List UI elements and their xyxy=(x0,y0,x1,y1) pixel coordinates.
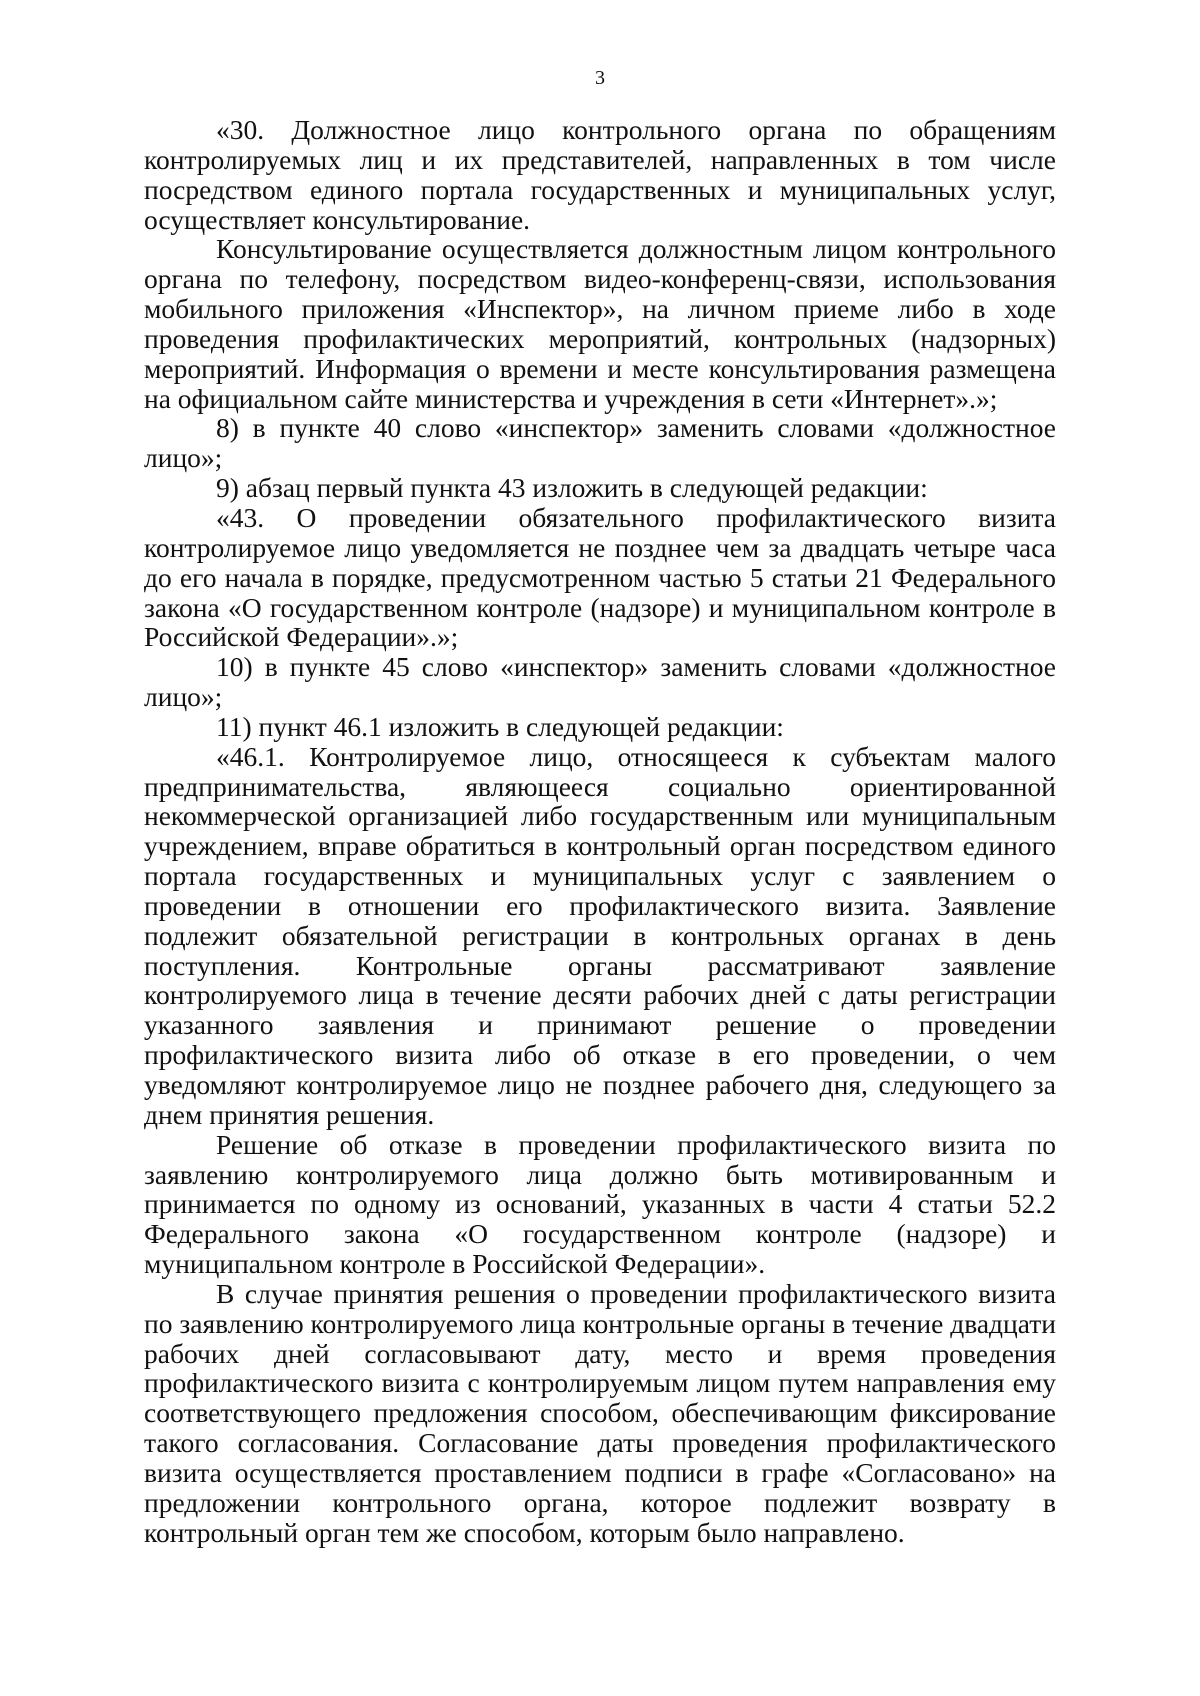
paragraph-amendment-10: 10) в пункте 45 слово «инспектор» заменить словами «должностное лицо»; xyxy=(144,651,1056,713)
page-number: 3 xyxy=(595,67,605,89)
paragraph-amendment-9: 9) абзац первый пункта 43 изложить в следующей редакции: xyxy=(216,472,928,504)
paragraph-amendment-11: 11) пункт 46.1 изложить в следующей редакции: xyxy=(216,710,784,742)
document-body xyxy=(144,115,1056,1548)
paragraph-item-46-1: «46.1. Контролируемое лицо, относящееся к субъектам малого предпринимательства, являющееся социально ориентированной некоммерческой организацией либо государственным или муниципальным учреждением, вправе обратиться в контрольный орган посредством единого портала государственных и муниципальных услуг с заявлением о проведении в отношении его профилактического визита. Заявление подлежит обязательной регистрации в контрольных органах в день поступления. Контрольные органы рассматривают заявление контролируемого лица в течение десяти рабочих дней с даты регистрации указанного заявления и принимают решение о проведении профилактического визита либо об отказе в его проведении, о чем уведомляют контролируемое лицо не позднее рабочего дня, следующего за днем принятия решения. xyxy=(144,740,1056,1130)
paragraph-item-43: «43. О проведении обязательного профилактического визита контролируемое лицо уведомляется не позднее чем за двадцать четыре часа до его начала в порядке, предусмотренном частью 5 статьи 21 Федерального закона «О государственном контроле (надзоре) и муниципальном контроле в Российской Федерации».»; xyxy=(144,501,1056,653)
paragraph-item-30: «30. Должностное лицо контрольного органа по обращениям контролируемых лиц и их представителей, направленных в том числе посредством единого портала государственных и муниципальных услуг, осуществляет консультирование. xyxy=(144,114,1056,235)
paragraph-consultation: Консультирование осуществляется должностным лицом контрольного органа по телефону, посредством видео-конференц-связи, использования мобильного приложения «Инспектор», на личном приеме либо в ходе проведения профилактических мероприятий, контрольных (надзорных) мероприятий. Информация о времени и месте консультирования размещена на официальном сайте министерства и учреждения в сети «Интернет».»; xyxy=(144,233,1056,414)
paragraph-amendment-8: 8) в пункте 40 слово «инспектор» заменить словами «должностное лицо»; xyxy=(144,412,1056,474)
paragraph-visit-agreement: В случае принятия решения о проведении профилактического визита по заявлению контролируемого лица контрольные органы в течение двадцати рабочих дней согласовывают дату, место и время проведения профилактического визита с контролируемым лицом путем направления ему соответствующего предложения способом, обеспечивающим фиксирование такого согласования. Согласование даты проведения профилактического визита осуществляется проставлением подписи в графе «Согласовано» на предложении контрольного органа, которое подлежит возврату в контрольный орган тем же способом, которым было направлено. xyxy=(144,1277,1056,1548)
paragraph-refusal-decision: Решение об отказе в проведении профилактического визита по заявлению контролируемого лица должно быть мотивированным и принимается по одному из оснований, указанных в части 4 статьи 52.2 Федерального закона «О государственном контроле (надзоре) и муниципальном контроле в Российской Федерации». xyxy=(144,1128,1056,1280)
